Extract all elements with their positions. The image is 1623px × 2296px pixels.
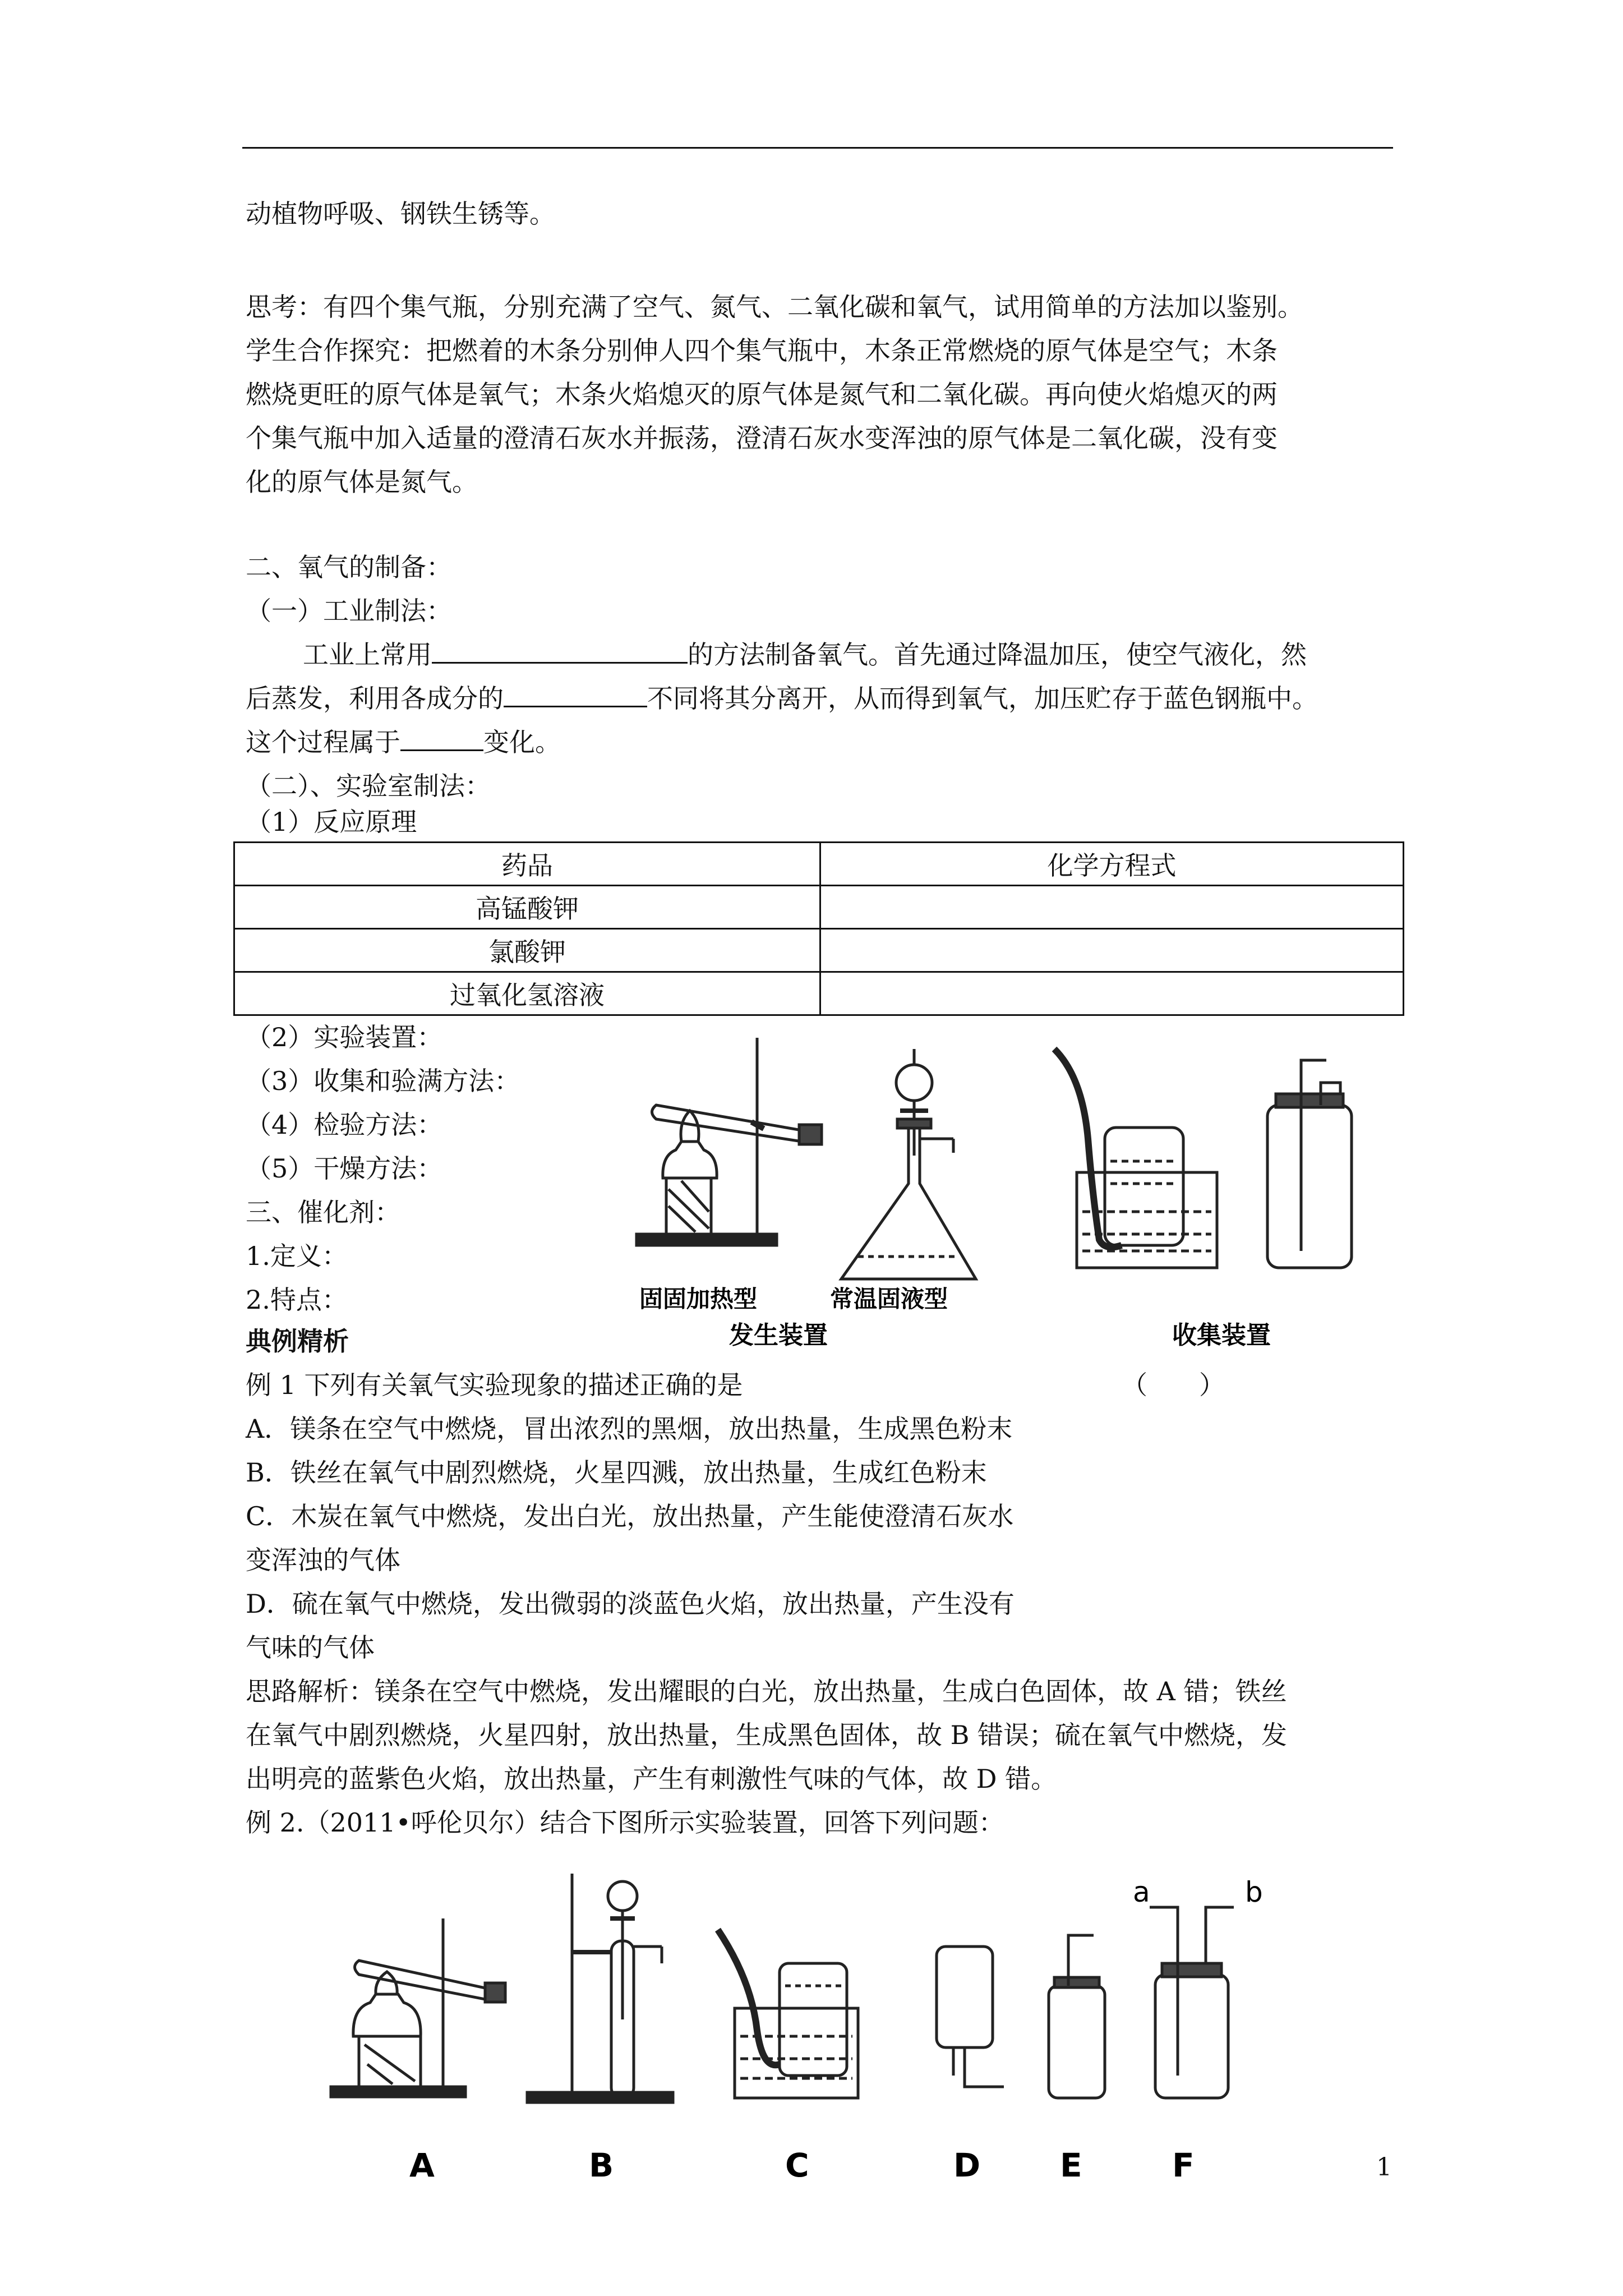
text-line: 个集气瓶中加入适量的澄清石灰水并振荡，澄清石灰水变浑浊的原气体是二氧化碳，没有变 bbox=[246, 423, 1278, 453]
answer-blank[interactable] bbox=[504, 679, 647, 707]
item-heading: （1）反应原理 bbox=[246, 807, 417, 837]
apparatus-figure-abcdef bbox=[325, 1851, 1346, 2188]
option-d[interactable]: D．硫在氧气中燃烧，发出微弱的淡蓝色火焰，放出热量，产生没有 bbox=[246, 1589, 1015, 1619]
subsection-heading: （二）、实验室制法： bbox=[246, 771, 491, 801]
table-row: 高锰酸钾 bbox=[234, 886, 1404, 929]
option-a[interactable]: A．镁条在空气中燃烧，冒出浓烈的黑烟，放出热量，生成黑色粉末 bbox=[246, 1414, 1013, 1444]
item-heading: （4）检验方法： bbox=[246, 1110, 443, 1140]
label-e: E bbox=[1060, 2146, 1082, 2184]
option-b[interactable]: B．铁丝在氧气中剧烈燃烧，火星四溅，放出热量，生成红色粉末 bbox=[246, 1457, 987, 1488]
answer-paren[interactable]: （ ） bbox=[1122, 1370, 1225, 1400]
table-row: 过氧化氢溶液 bbox=[234, 972, 1404, 1015]
collection-bottle bbox=[1267, 1105, 1352, 1268]
analysis-text: 在氧气中剧烈燃烧，火星四射，放出热量，生成黑色固体，故 B 错误；硫在氧气中燃烧，发 bbox=[246, 1720, 1288, 1750]
port-b-label: b bbox=[1245, 1876, 1263, 1908]
page-number: 1 bbox=[1376, 2153, 1392, 2182]
alcohol-lamp bbox=[663, 1142, 717, 1178]
equation-cell[interactable] bbox=[820, 886, 1404, 929]
fill-in-paragraph: 这个过程属于 变化。 bbox=[246, 720, 561, 764]
header-rule bbox=[242, 147, 1393, 149]
test-tube bbox=[652, 1105, 803, 1142]
answer-blank[interactable] bbox=[432, 635, 688, 664]
item-heading: 1.定义： bbox=[246, 1241, 348, 1271]
section-heading: 二、氧气的制备： bbox=[246, 552, 452, 582]
table-row: 氯酸钾 bbox=[234, 929, 1404, 972]
item-heading: 2.特点： bbox=[246, 1285, 348, 1315]
text-line: 学生合作探究：把燃着的木条分别伸人四个集气瓶中，木条正常燃烧的原气体是空气；木条 bbox=[246, 335, 1278, 366]
analysis-text: 出明亮的蓝紫色火焰，放出热量，产生有刺激性气味的气体，故 D 错。 bbox=[246, 1764, 1057, 1794]
table-header: 化学方程式 bbox=[820, 843, 1404, 886]
label-f: F bbox=[1172, 2146, 1195, 2184]
option-d-continued: 气味的气体 bbox=[246, 1632, 375, 1663]
item-heading: （5）干燥方法： bbox=[246, 1153, 443, 1184]
example-question: 例 1 下列有关氧气实验现象的描述正确的是 bbox=[246, 1370, 743, 1400]
example-question: 例 2.（2011•呼伦贝尔）结合下图所示实验装置，回答下列问题： bbox=[246, 1807, 1004, 1838]
section-heading: 典例精析 bbox=[246, 1326, 349, 1356]
port-a-label: a bbox=[1133, 1876, 1150, 1908]
collection-caption: 收集装置 bbox=[1172, 1321, 1271, 1350]
label-d: D bbox=[953, 2146, 981, 2184]
equation-cell[interactable] bbox=[820, 929, 1404, 972]
label-a: A bbox=[409, 2146, 435, 2184]
analysis-text: 思路解析：镁条在空气中燃烧，发出耀眼的白光，放出热量，生成白色固体，故 A 错；铁丝 bbox=[246, 1676, 1287, 1706]
text-line: 燃烧更旺的原气体是氧气；木条火焰熄灭的原气体是氮气和二氧化碳。再向使火焰熄灭的两 bbox=[246, 379, 1278, 409]
option-c-continued: 变浑浊的气体 bbox=[246, 1545, 400, 1575]
generation-caption: 发生装置 bbox=[729, 1321, 828, 1350]
item-heading: （2）实验装置： bbox=[246, 1022, 443, 1052]
stand-base bbox=[637, 1234, 777, 1245]
gas-jar bbox=[1105, 1128, 1183, 1245]
text-line: 动植物呼吸、钢铁生锈等。 bbox=[246, 199, 555, 229]
table-header: 药品 bbox=[234, 843, 820, 886]
reaction-table bbox=[233, 841, 1404, 1016]
think-question: 思考：有四个集气瓶，分别充满了空气、氮气、二氧化碳和氧气，试用简单的方法加以鉴别。 bbox=[246, 292, 1303, 322]
separatory-funnel bbox=[896, 1065, 932, 1101]
solid-heat-label: 固固加热型 bbox=[639, 1285, 758, 1313]
option-c[interactable]: C．木炭在氧气中燃烧，发出白光，放出热量，产生能使澄清石灰水 bbox=[246, 1501, 1014, 1531]
fill-in-paragraph: 后蒸发，利用各成分的 不同将其分离开，从而得到氧气，加压贮存于蓝色钢瓶中。 bbox=[246, 677, 1318, 720]
answer-blank[interactable] bbox=[400, 723, 483, 751]
stopper bbox=[799, 1125, 822, 1144]
text-line: 化的原气体是氮气。 bbox=[246, 467, 478, 497]
fill-in-paragraph: 工业上常用 的方法制备氧气。首先通过降温加压，使空气液化，然 bbox=[303, 633, 1307, 677]
subsection-heading: （一）工业制法： bbox=[246, 596, 452, 626]
room-temp-label: 常温固液型 bbox=[830, 1285, 948, 1313]
label-c: C bbox=[785, 2146, 809, 2184]
item-heading: （3）收集和验满方法： bbox=[246, 1066, 520, 1096]
section-heading: 三、催化剂： bbox=[246, 1197, 400, 1227]
apparatus-figure bbox=[617, 1027, 1424, 1352]
label-b: B bbox=[589, 2146, 614, 2184]
delivery-tube bbox=[1054, 1049, 1122, 1247]
equation-cell[interactable] bbox=[820, 972, 1404, 1015]
